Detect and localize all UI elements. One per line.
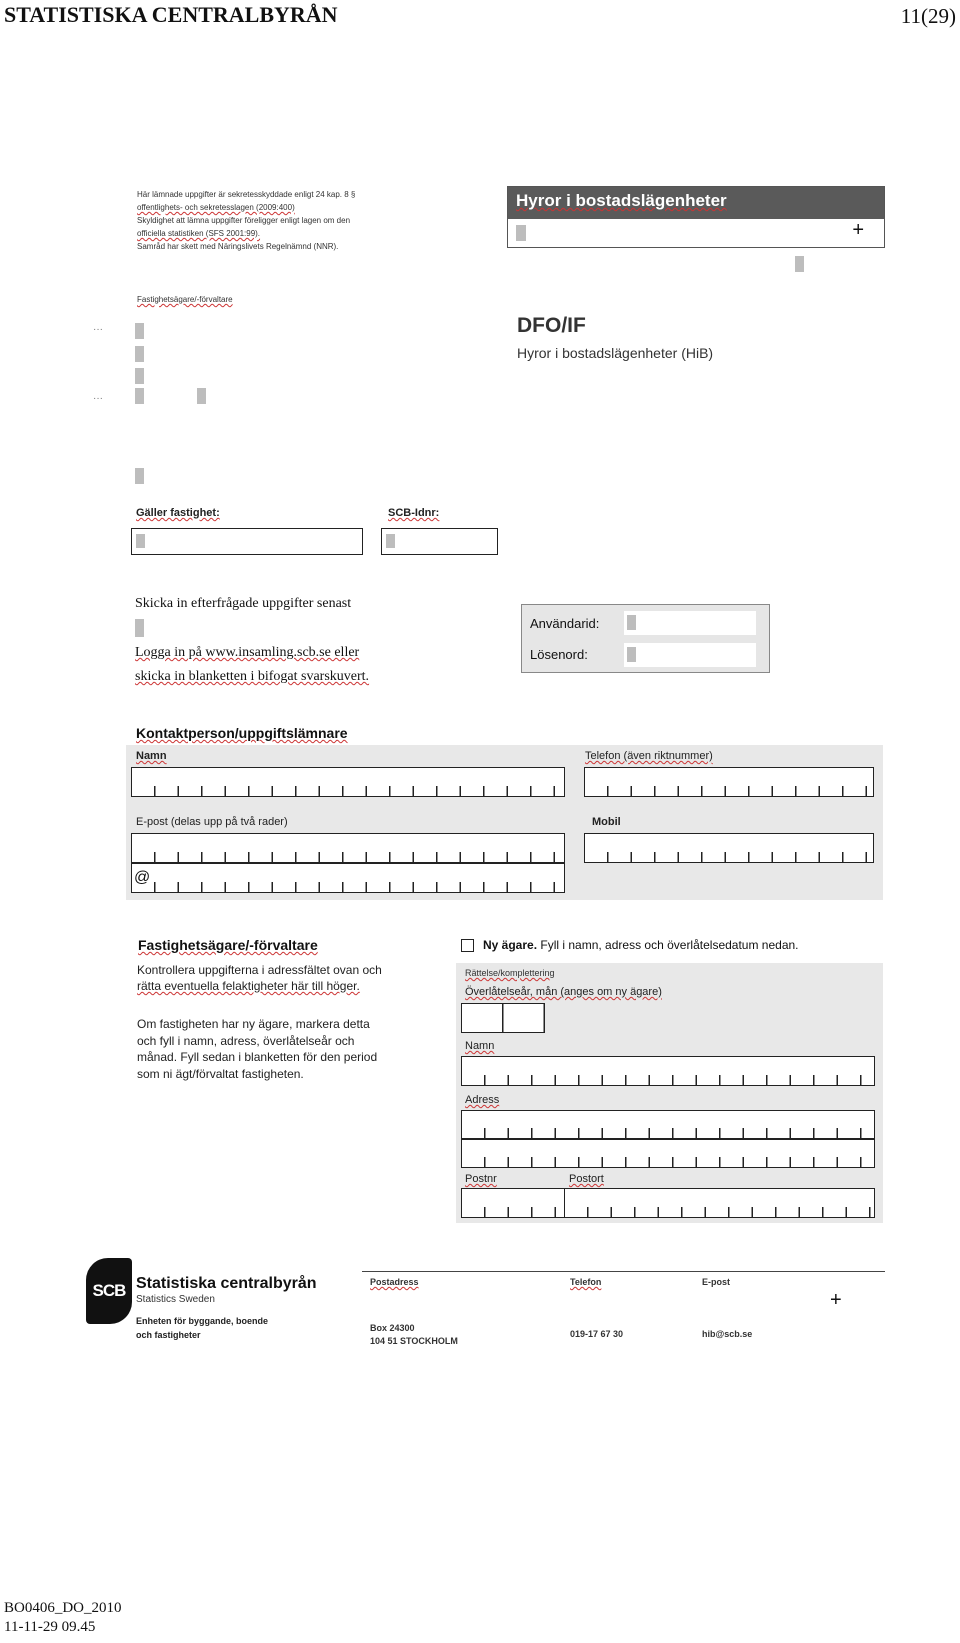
contact-name-label: Namn (136, 750, 167, 762)
plus-mark-footer: + (830, 1289, 842, 1311)
contact-phone-label: Telefon (även riktnummer) (585, 750, 713, 762)
contact-email-field-2[interactable] (131, 863, 565, 893)
deadline-field (135, 619, 144, 637)
doc-code: BO0406_DO_2010 (4, 1600, 122, 1616)
org-name: Statistiska centralbyrån (136, 1275, 317, 1292)
phone-label: Telefon (570, 1277, 602, 1287)
postnr-label: Postnr (465, 1173, 497, 1185)
send-deadline-text: Skicka in efterfrågade uppgifter senast (135, 596, 352, 611)
banner-title: Hyror i bostadslägenheter (508, 187, 884, 219)
field-marker (795, 256, 804, 272)
postort-field[interactable] (564, 1188, 875, 1218)
dfo-title: DFO/IF (517, 314, 586, 337)
login-text-2: skicka in blanketten i bifogat svarskuvert. (135, 669, 370, 684)
postort-label: Postort (569, 1173, 604, 1185)
new-owner-label: Ny ägare. Fyll i namn, adress och överlåtelsedatum nedan. (483, 938, 799, 952)
property-label: Gäller fastighet: (136, 507, 220, 519)
owner-address-field-2[interactable] (461, 1139, 875, 1168)
unit-name: Enheten för byggande, boende och fastigheter (136, 1316, 269, 1340)
banner (507, 186, 885, 248)
contact-mobile-label: Mobil (592, 816, 621, 828)
owner-heading: Fastighetsägare/-förvaltare (138, 937, 318, 953)
org-name-en: Statistics Sweden (136, 1294, 215, 1305)
user-id-field[interactable] (624, 611, 756, 635)
correction-label: Rättelse/komplettering (465, 968, 555, 978)
address-line-5 (197, 388, 206, 404)
owner-name-field[interactable] (461, 1056, 875, 1086)
banner-field (516, 225, 526, 241)
postnr-field[interactable] (461, 1188, 565, 1218)
confidentiality-text: Här lämnade uppgifter är sekretesskyddade enligt 24 kap. 8 § offentlighets- och sekretesslagen (2009:400) Skyldighet att lämna uppgifter föreligger enligt lagen om den officiella statistiken (SFS 2001:99). Samråd har skett med Näringslivets Regelnämnd (NNR). (137, 190, 356, 251)
contact-mobile-field[interactable] (584, 833, 874, 863)
contact-email-label: E-post (delas upp på två rader) (136, 816, 288, 828)
transfer-label: Överlåtelseår, mån (anges om ny ägare) (465, 986, 662, 998)
contact-email-field-1[interactable] (131, 833, 565, 863)
address-line-6 (135, 468, 144, 484)
address-line-4 (135, 388, 144, 404)
owner-instructions-2: Om fastigheten har ny ägare, markera detta och fyll i namn, adress, överlåtelseår och månad. Fyll sedan i blanketten för den period som ni ägt/förvaltat fastigheten. (137, 1017, 378, 1081)
plus-mark: + (852, 219, 864, 241)
address-line-3 (135, 368, 144, 384)
new-owner-checkbox[interactable] (461, 939, 474, 952)
contact-name-field[interactable] (131, 767, 565, 797)
post-label: Postadress (370, 1277, 419, 1287)
owner-address-field-1[interactable] (461, 1110, 875, 1139)
dfo-subtitle: Hyror i bostadslägenheter (HiB) (517, 345, 714, 361)
email-label: E-post (702, 1277, 730, 1287)
contact-heading: Kontaktperson/uppgiftslämnare (136, 725, 348, 741)
owner-instructions-1: Kontrollera uppgifterna i adressfältet ovan och rätta eventuella felaktigheter här till höger. (137, 963, 382, 993)
address-line-2 (135, 346, 144, 362)
property-field[interactable] (131, 528, 363, 555)
user-id-label: Användarid: (530, 616, 600, 631)
login-box (521, 604, 770, 673)
scb-id-label: SCB-Idnr: (388, 507, 440, 519)
scb-logo: SCB (86, 1258, 132, 1324)
owner-label: Fastighetsägare/-förvaltare (137, 295, 233, 304)
password-field[interactable] (624, 643, 756, 667)
owner-panel (456, 963, 883, 1223)
transfer-field[interactable] (461, 1003, 545, 1033)
footer-rule (362, 1271, 885, 1272)
owner-name-label: Namn (465, 1040, 495, 1052)
login-text-1: Logga in på www.insamling.scb.se eller (135, 645, 360, 660)
password-label: Lösenord: (530, 647, 588, 662)
scb-id-field[interactable] (381, 528, 498, 555)
dots-marker: ··· (93, 393, 103, 404)
dots-marker: ··· (93, 324, 103, 335)
email-value: hib@scb.se (702, 1329, 753, 1339)
page-header-title: STATISTISKA CENTRALBYRÅN (4, 2, 338, 27)
at-sign: @ (134, 869, 151, 886)
owner-address-label: Adress (465, 1094, 500, 1106)
page-number: 11(29) (900, 4, 956, 28)
doc-date: 11-11-29 09.45 (4, 1619, 96, 1635)
contact-phone-field[interactable] (584, 767, 874, 797)
address-line-1 (135, 323, 144, 339)
phone-value: 019-17 67 30 (570, 1329, 624, 1339)
post-address: Box 24300 104 51 STOCKHOLM (370, 1323, 458, 1346)
